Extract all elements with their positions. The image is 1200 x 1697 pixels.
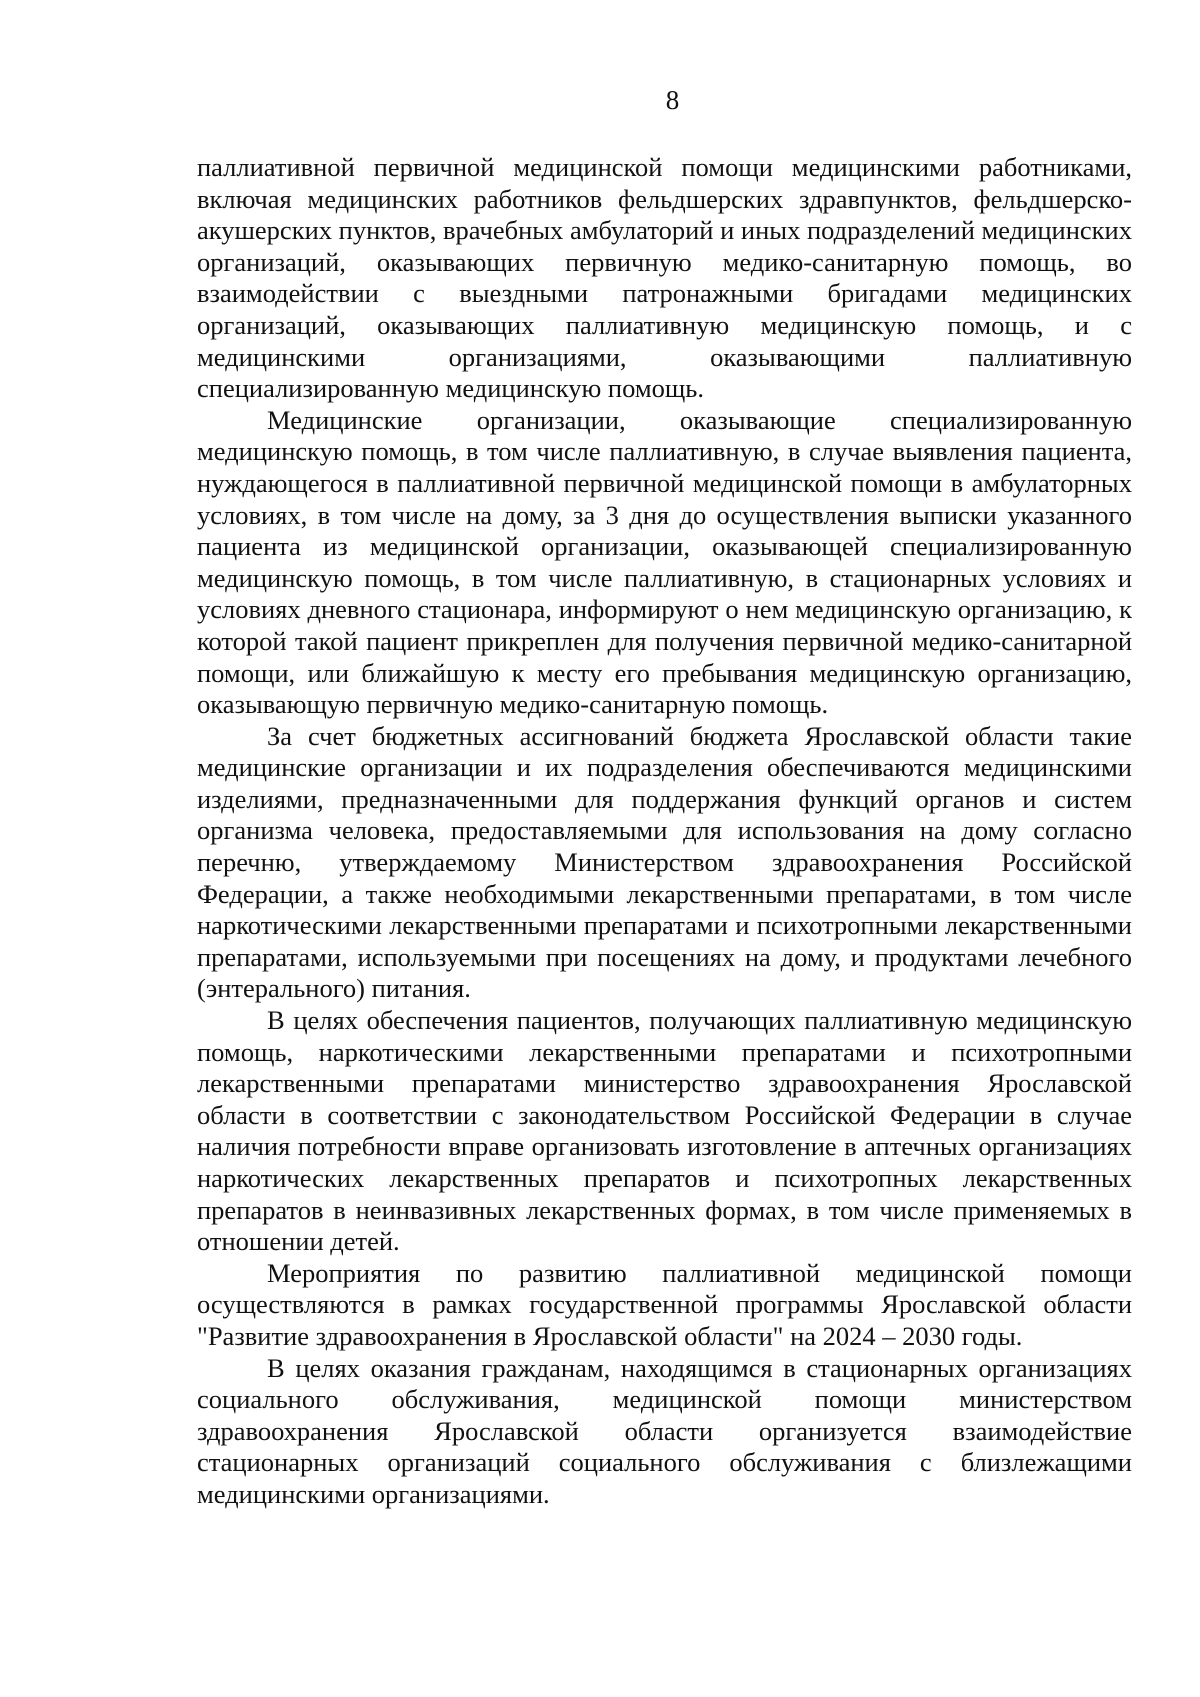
document-body [197, 152, 1132, 1511]
page-number: 8 [665, 85, 680, 115]
paragraph-state-program: Мероприятия по развитию паллиативной медицинской помощи осуществляются в рамках государственной программы Ярославской области "Развитие здравоохранения в Ярославской области" на 2024 – 2030 годы. [197, 1257, 1132, 1351]
paragraph-narcotic-provision: В целях обеспечения пациентов, получающих паллиативную медицинскую помощь, наркотическими лекарственными препаратами и психотропными лекарственными препаратами министерство здравоохранения Ярославской области в соответствии с законодательством Российской Федерации в случае наличия потребности вправе организовать изготовление в аптечных организациях наркотических лекарственных препаратов и психотропных лекарственных препаратов в неинвазивных лекарственных формах, в том числе применяемых в отношении детей. [197, 1005, 1132, 1257]
paragraph-specialized-organizations: Медицинские организации, оказывающие специализированную медицинскую помощь, в том числе паллиативную, в случае выявления пациента, нуждающегося в паллиативной первичной медицинской помощи в амбулаторных условиях, в том числе на дому, за 3 дня до осуществления выписки указанного пациента из медицинской организации, оказывающей специализированную медицинскую помощь, в том числе паллиативную, в стационарных условиях и условиях дневного стационара, информируют о нем медицинскую организацию, к которой такой пациент прикреплен для получения первичной медико-санитарной помощи, или ближайшую к месту его пребывания медицинскую организацию, оказывающую первичную медико-санитарную помощь. [197, 404, 1132, 720]
paragraph-budget-funding: За счет бюджетных ассигнований бюджета Ярославской области такие медицинские организации и их подразделения обеспечиваются медицинскими изделиями, предназначенными для поддержания функций органов и систем организма человека, предоставляемыми для использования на дому согласно перечню, утверждаемому Министерством здравоохранения Российской Федерации, а также необходимыми лекарственными препаратами, в том числе наркотическими лекарственными препаратами и психотропными лекарственными препаратами, используемыми при посещениях на дому, и продуктами лечебного (энтерального) питания. [197, 720, 1132, 1004]
paragraph-social-service-interaction: В целях оказания гражданам, находящимся в стационарных организациях социального обслуживания, медицинской помощи министерством здравоохранения Ярославской области организуется взаимодействие стационарных организаций социального обслуживания с близлежащими медицинскими организациями. [197, 1352, 1132, 1509]
paragraph-continuation: паллиативной первичной медицинской помощи медицинскими работниками, включая медицинских работников фельдшерских здравпунктов, фельдшерско-акушерских пунктов, врачебных амбулаторий и иных подразделений медицинских организаций, оказывающих первичную медико-санитарную помощь, во взаимодействии с выездными патронажными бригадами медицинских организаций, оказывающих паллиативную медицинскую помощь, и с медицинскими организациями, оказывающими паллиативную специализированную медицинскую помощь. [197, 152, 1132, 404]
